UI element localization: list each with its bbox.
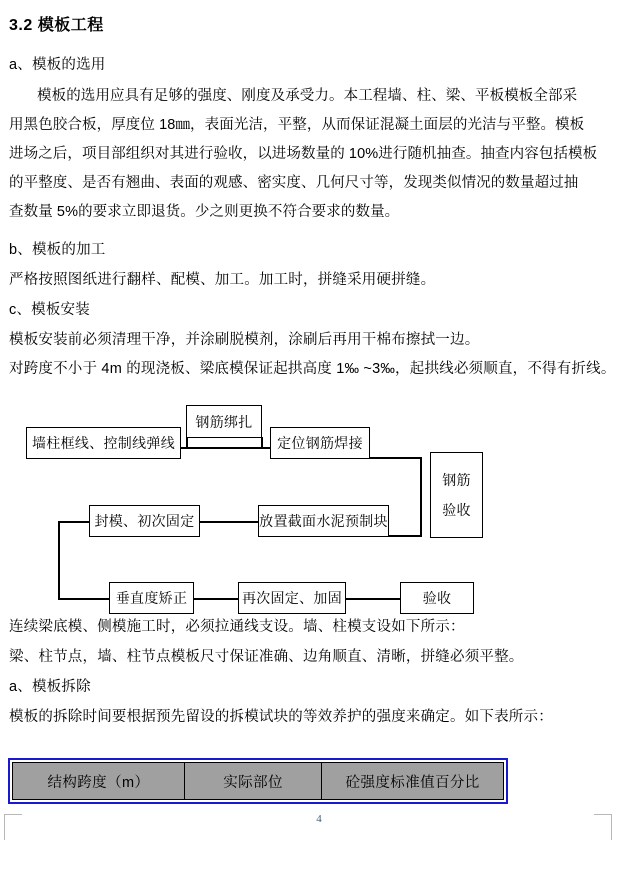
paragraph-removal: 模板的拆除时间要根据预先留设的拆模试块的等效养护的强度来确定。如下表所示： [9,709,553,725]
flow-node-cement-block[interactable] [258,505,389,537]
connector-left-to-vertical [58,598,110,600]
paragraph-processing: 严格按照图纸进行翻样、配模、加工。加工时，拼缝采用硬拼缝。 [9,272,436,288]
flow-node-rebar-welding[interactable] [270,427,370,459]
table-header-cell-location: 实际部位 [184,763,321,800]
flow-node-label-line1: 钢筋 [442,472,471,488]
flow-node-label: 封模、初次固定 [94,513,195,529]
connector-left-down [58,521,60,599]
connector-refix-to-acceptance [345,598,401,600]
flow-node-label: 再次固定、加固 [241,590,343,606]
flow-node-label: 放置截面水泥预制块 [259,513,388,529]
paragraph-line: 用黑色胶合板，厚度位 18㎜，表面光洁，平整，从而保证混凝土面层的光洁与平整。模板 [9,117,585,133]
connector-binding-stub-left [186,437,188,449]
connector-welding-down [420,457,422,537]
flow-node-formwork-fix[interactable] [89,505,200,537]
flow-node-wall-line[interactable] [26,427,181,459]
paragraph-install-2: 对跨度不小于 4m 的现浇板、梁底模保证起拱高度 1‰ ~3‰，起拱线必须顺直，不得有折线。 [9,361,616,377]
section-label-b: b、模板的加工 [9,242,106,258]
paragraph-after-flow-2: 梁、柱节点，墙、柱节点模板尺寸保证准确、边角顺直、清晰，拼缝必须平整。 [9,649,524,665]
section-label-d: a、模板拆除 [9,679,91,695]
flow-node-label: 墙柱框线、控制线弹线 [32,435,175,451]
formwork-removal-table[interactable] [8,758,508,804]
table-header [12,762,504,800]
flow-node-vertical-correct[interactable] [109,582,194,614]
flow-node-rebar-binding[interactable] [186,405,262,438]
flow-node-rebar-acceptance[interactable] [430,452,483,538]
section-label-c: c、模板安装 [9,302,90,318]
page-title: 3.2 模板工程 [9,17,104,34]
margin-mark-bottom-left [4,814,22,840]
paragraph-install-1: 模板安装前必须清理干净，并涂刷脱模剂，涂刷后再用干棉布擦拭一边。 [9,332,480,348]
flow-node-label: 验收 [422,590,452,606]
section-label-a: a、模板的选用 [9,57,106,73]
table-row [13,763,504,800]
connector-fix-left [58,521,90,523]
formwork-installation-flowchart [0,395,638,615]
paragraph-line: 查数量 5%的要求立即退货。少之则更换不符合要求的数量。 [9,204,400,220]
table-header-cell-span: 结构跨度（m） [13,763,185,800]
flow-node-label: 钢筋绑扎 [195,413,253,430]
connector-binding-stub-right [261,437,263,449]
margin-mark-bottom-right [594,814,612,840]
flow-node-refix-reinforce[interactable] [238,582,346,614]
table-header-cell-strength: 砼强度标准值百分比 [322,763,504,800]
connector-welding-right [369,457,422,459]
paragraph-line: 的平整度、是否有翘曲、表面的观感、密实度、几何尺寸等，发现类似情况的数量超过抽 [9,175,579,191]
paragraph-line: 进场之后，项目部组织对其进行验收，以进场数量的 10%进行随机抽查。抽查内容包括模板 [9,146,598,162]
connector-fix-to-block [199,521,259,523]
page-number: 4 [316,813,322,825]
flow-node-final-acceptance[interactable] [400,582,474,614]
flow-node-label-line2: 验收 [442,502,471,518]
connector-to-acceptance [388,535,422,537]
paragraph-selection [9,82,621,227]
connector-vertical-to-refix [193,598,239,600]
connector-wallline-to-welding [180,447,272,449]
paragraph-after-flow-1: 连续梁底模、侧模施工时，必须拉通线支设。墙、柱模支设如下所示： [9,619,465,635]
flow-node-label: 定位钢筋焊接 [277,435,363,451]
paragraph-line: 模板的选用应具有足够的强度、刚度及承受力。本工程墙、柱、梁、平板模板全部采 [37,88,578,104]
flow-node-label: 垂直度矫正 [115,590,188,606]
